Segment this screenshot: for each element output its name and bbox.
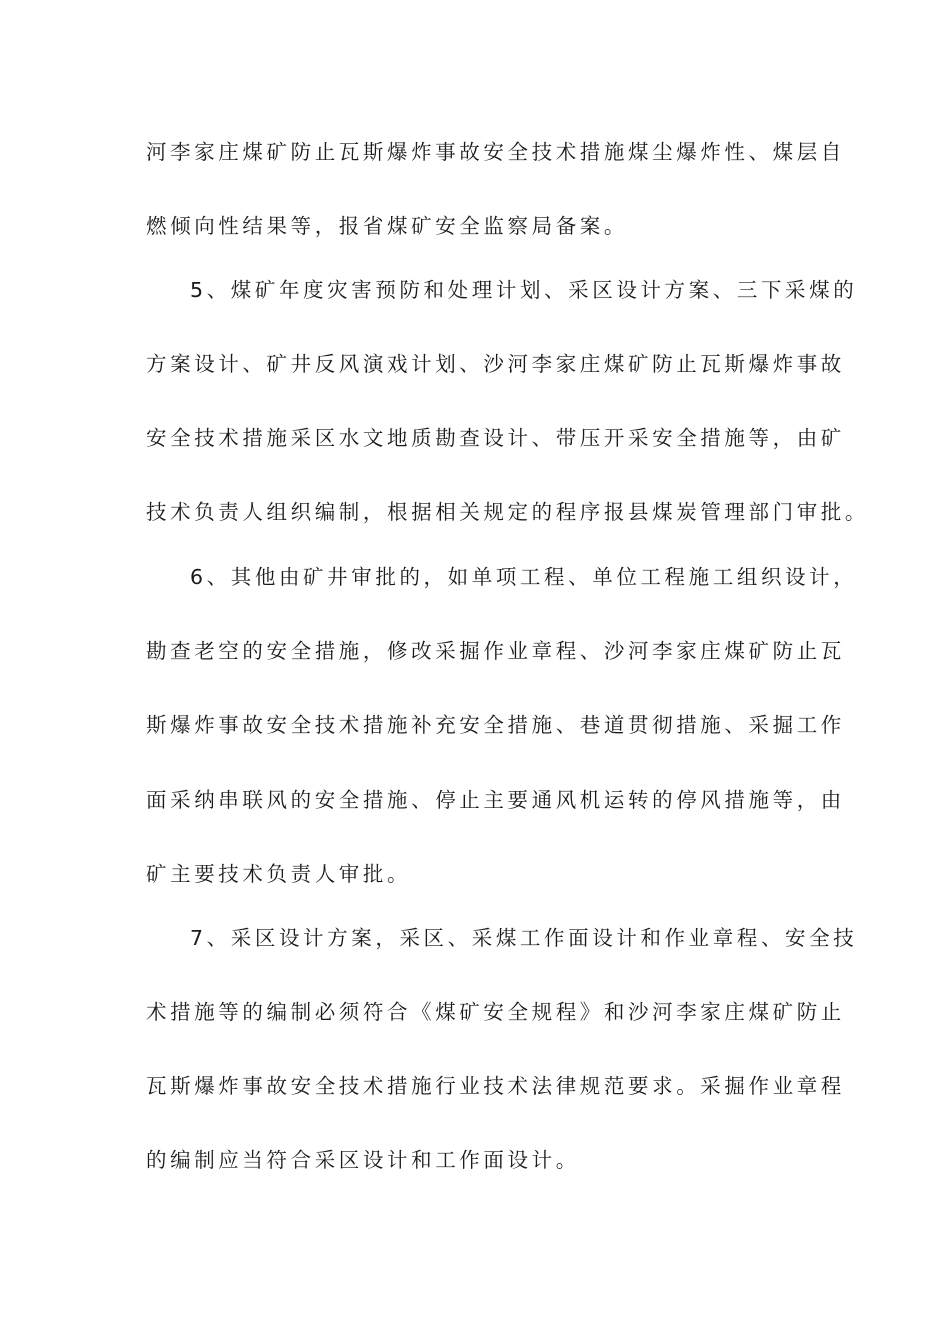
paragraph-line: 5、煤矿年度灾害预防和处理计划、采区设计方案、三下采煤的 bbox=[190, 278, 858, 302]
paragraph-line: 安全技术措施采区水文地质勘查设计、带压开采安全措施等，由矿 bbox=[146, 426, 845, 450]
paragraph-line: 技术负责人组织编制，根据相关规定的程序报县煤炭管理部门审批。 bbox=[146, 500, 869, 524]
paragraph-line: 的编制应当符合采区设计和工作面设计。 bbox=[146, 1148, 580, 1172]
paragraph-line: 7、采区设计方案，采区、采煤工作面设计和作业章程、安全技 bbox=[190, 926, 858, 950]
paragraph-line: 燃倾向性结果等，报省煤矿安全监察局备案。 bbox=[146, 214, 628, 238]
paragraph-line: 斯爆炸事故安全技术措施补充安全措施、巷道贯彻措施、采掘工作 bbox=[146, 713, 845, 737]
paragraph-line: 瓦斯爆炸事故安全技术措施行业技术法律规范要求。采掘作业章程 bbox=[146, 1074, 845, 1098]
paragraph-line: 河李家庄煤矿防止瓦斯爆炸事故安全技术措施煤尘爆炸性、煤层自 bbox=[146, 140, 845, 164]
paragraph-line: 6、其他由矿井审批的，如单项工程、单位工程施工组织设计， bbox=[190, 565, 858, 589]
paragraph-line: 矿主要技术负责人审批。 bbox=[146, 862, 412, 886]
paragraph-line: 方案设计、矿井反风演戏计划、沙河李家庄煤矿防止瓦斯爆炸事故 bbox=[146, 352, 845, 376]
paragraph-line: 术措施等的编制必须符合《煤矿安全规程》和沙河李家庄煤矿防止 bbox=[146, 1000, 845, 1024]
paragraph-line: 面采纳串联风的安全措施、停止主要通风机运转的停风措施等，由 bbox=[146, 788, 845, 812]
paragraph-line: 勘查老空的安全措施，修改采掘作业章程、沙河李家庄煤矿防止瓦 bbox=[146, 639, 845, 663]
